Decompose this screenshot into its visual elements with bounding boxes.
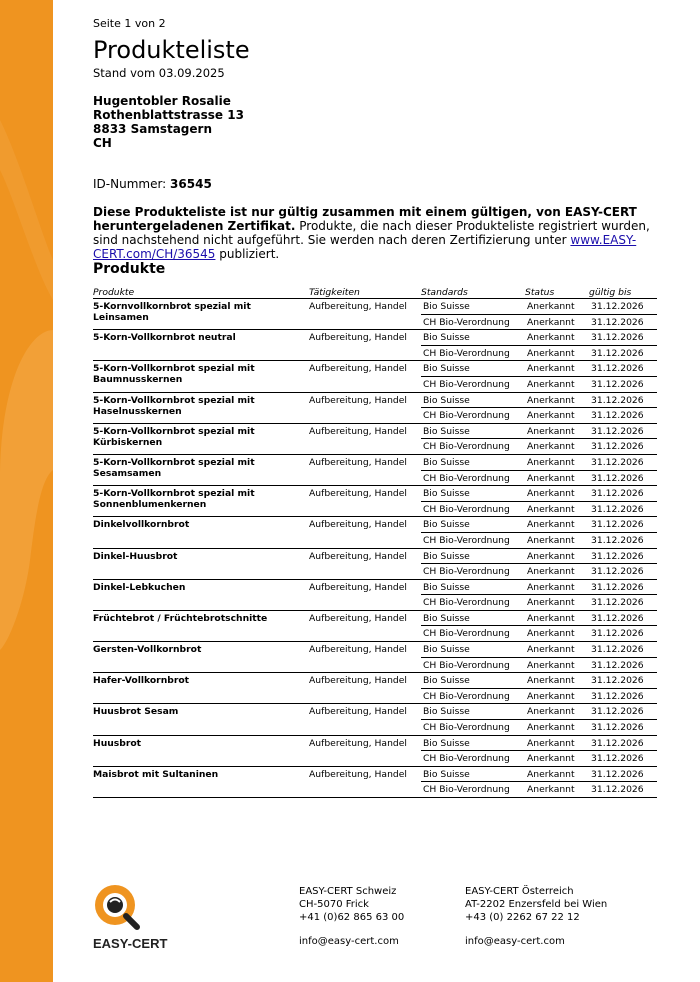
product-valid-until: 31.12.2026 bbox=[589, 642, 657, 658]
product-standard: Bio Suisse bbox=[421, 704, 525, 720]
product-standard: CH Bio-Verordnung bbox=[421, 626, 525, 642]
table-header-row bbox=[93, 286, 657, 299]
product-valid-until: 31.12.2026 bbox=[589, 454, 657, 470]
table-row bbox=[93, 330, 657, 346]
notice-text: Produkte, die nach dieser Produkteliste registriert wurden, sind nachstehend nicht aufgeführt. Sie werden nach deren Zertifizierung unter bbox=[93, 219, 650, 247]
sidebar-decoration bbox=[0, 0, 53, 982]
product-valid-until: 31.12.2026 bbox=[589, 688, 657, 704]
header-valid-until: gültig bis bbox=[589, 286, 657, 299]
product-name: Huusbrot Sesam bbox=[93, 704, 309, 735]
table-row bbox=[93, 579, 657, 595]
product-status: Anerkannt bbox=[525, 610, 589, 626]
product-activity: Aufbereitung, Handel bbox=[309, 517, 421, 548]
product-valid-until: 31.12.2026 bbox=[589, 439, 657, 455]
product-status: Anerkannt bbox=[525, 642, 589, 658]
header-products: Produkte bbox=[93, 286, 309, 299]
at-name: EASY-CERT Österreich bbox=[465, 886, 574, 897]
footer-address-at bbox=[465, 885, 607, 948]
product-activity: Aufbereitung, Handel bbox=[309, 579, 421, 610]
product-standard: Bio Suisse bbox=[421, 392, 525, 408]
address-city: 8833 Samstagern bbox=[93, 122, 212, 136]
product-name: Gersten-Vollkornbrot bbox=[93, 642, 309, 673]
product-standard: Bio Suisse bbox=[421, 299, 525, 315]
product-name: 5-Korn-Vollkornbrot spezial mit Kürbiskernen bbox=[93, 423, 309, 454]
table-row bbox=[93, 486, 657, 502]
product-valid-until: 31.12.2026 bbox=[589, 564, 657, 580]
product-status: Anerkannt bbox=[525, 735, 589, 751]
table-row bbox=[93, 766, 657, 782]
product-activity: Aufbereitung, Handel bbox=[309, 673, 421, 704]
product-standard: Bio Suisse bbox=[421, 766, 525, 782]
product-status: Anerkannt bbox=[525, 766, 589, 782]
product-name: 5-Korn-Vollkornbrot spezial mit Sonnenblumenkernen bbox=[93, 486, 309, 517]
product-name: 5-Korn-Vollkornbrot neutral bbox=[93, 330, 309, 361]
product-activity: Aufbereitung, Handel bbox=[309, 610, 421, 641]
product-valid-until: 31.12.2026 bbox=[589, 486, 657, 502]
product-valid-until: 31.12.2026 bbox=[589, 532, 657, 548]
product-status: Anerkannt bbox=[525, 299, 589, 315]
product-status: Anerkannt bbox=[525, 564, 589, 580]
product-activity: Aufbereitung, Handel bbox=[309, 361, 421, 392]
product-standard: Bio Suisse bbox=[421, 642, 525, 658]
product-activity: Aufbereitung, Handel bbox=[309, 330, 421, 361]
table-row bbox=[93, 548, 657, 564]
product-activity: Aufbereitung, Handel bbox=[309, 299, 421, 330]
product-valid-until: 31.12.2026 bbox=[589, 361, 657, 377]
footer-address-ch bbox=[299, 885, 404, 948]
document-date: Stand vom 03.09.2025 bbox=[93, 66, 225, 80]
product-standard: Bio Suisse bbox=[421, 735, 525, 751]
product-valid-until: 31.12.2026 bbox=[589, 766, 657, 782]
table-row bbox=[93, 454, 657, 470]
product-standard: CH Bio-Verordnung bbox=[421, 470, 525, 486]
ch-city: CH-5070 Frick bbox=[299, 899, 369, 910]
product-status: Anerkannt bbox=[525, 579, 589, 595]
page-title: Produkteliste bbox=[93, 36, 250, 64]
product-standard: CH Bio-Verordnung bbox=[421, 408, 525, 424]
table-row bbox=[93, 392, 657, 408]
products-table-body bbox=[93, 299, 657, 798]
header-status: Status bbox=[525, 286, 589, 299]
product-standard: Bio Suisse bbox=[421, 486, 525, 502]
ch-email[interactable]: info@easy-cert.com bbox=[299, 936, 399, 947]
product-status: Anerkannt bbox=[525, 454, 589, 470]
product-status: Anerkannt bbox=[525, 782, 589, 798]
product-name: Maisbrot mit Sultaninen bbox=[93, 766, 309, 797]
product-valid-until: 31.12.2026 bbox=[589, 423, 657, 439]
product-activity: Aufbereitung, Handel bbox=[309, 735, 421, 766]
ch-phone: +41 (0)62 865 63 00 bbox=[299, 912, 405, 923]
product-valid-until: 31.12.2026 bbox=[589, 610, 657, 626]
product-valid-until: 31.12.2026 bbox=[589, 392, 657, 408]
table-row bbox=[93, 361, 657, 377]
product-standard: Bio Suisse bbox=[421, 579, 525, 595]
table-row bbox=[93, 735, 657, 751]
product-valid-until: 31.12.2026 bbox=[589, 673, 657, 689]
notice-tail: publiziert. bbox=[215, 247, 280, 261]
product-status: Anerkannt bbox=[525, 486, 589, 502]
product-valid-until: 31.12.2026 bbox=[589, 470, 657, 486]
product-status: Anerkannt bbox=[525, 470, 589, 486]
product-status: Anerkannt bbox=[525, 439, 589, 455]
product-status: Anerkannt bbox=[525, 688, 589, 704]
product-status: Anerkannt bbox=[525, 751, 589, 767]
product-standard: CH Bio-Verordnung bbox=[421, 345, 525, 361]
product-standard: CH Bio-Verordnung bbox=[421, 314, 525, 330]
product-name: Dinkel-Lebkuchen bbox=[93, 579, 309, 610]
product-standard: CH Bio-Verordnung bbox=[421, 782, 525, 798]
product-status: Anerkannt bbox=[525, 345, 589, 361]
product-name: Huusbrot bbox=[93, 735, 309, 766]
product-valid-until: 31.12.2026 bbox=[589, 345, 657, 361]
product-status: Anerkannt bbox=[525, 720, 589, 736]
product-name: Dinkelvollkornbrot bbox=[93, 517, 309, 548]
logo-text: EASY-CERT bbox=[93, 936, 168, 951]
product-valid-until: 31.12.2026 bbox=[589, 408, 657, 424]
product-status: Anerkannt bbox=[525, 626, 589, 642]
table-row bbox=[93, 299, 657, 315]
product-status: Anerkannt bbox=[525, 532, 589, 548]
at-email[interactable]: info@easy-cert.com bbox=[465, 936, 565, 947]
product-status: Anerkannt bbox=[525, 408, 589, 424]
address-street: Rothenblattstrasse 13 bbox=[93, 108, 244, 122]
product-standard: Bio Suisse bbox=[421, 454, 525, 470]
product-name: Dinkel-Huusbrot bbox=[93, 548, 309, 579]
product-name: 5-Korn-Vollkornbrot spezial mit Haselnusskernen bbox=[93, 392, 309, 423]
ch-name: EASY-CERT Schweiz bbox=[299, 886, 397, 897]
product-status: Anerkannt bbox=[525, 595, 589, 611]
product-status: Anerkannt bbox=[525, 314, 589, 330]
product-activity: Aufbereitung, Handel bbox=[309, 392, 421, 423]
product-status: Anerkannt bbox=[525, 423, 589, 439]
product-standard: CH Bio-Verordnung bbox=[421, 532, 525, 548]
page-number: Seite 1 von 2 bbox=[93, 17, 166, 30]
certificate-link[interactable]: www.EASY-CERT.com/CH/36545 bbox=[93, 233, 637, 261]
table-row bbox=[93, 642, 657, 658]
orange-sidebar bbox=[0, 0, 53, 982]
product-status: Anerkannt bbox=[525, 548, 589, 564]
product-standard: Bio Suisse bbox=[421, 548, 525, 564]
recipient-address bbox=[93, 94, 244, 150]
product-standard: CH Bio-Verordnung bbox=[421, 688, 525, 704]
product-valid-until: 31.12.2026 bbox=[589, 595, 657, 611]
product-valid-until: 31.12.2026 bbox=[589, 657, 657, 673]
address-country: CH bbox=[93, 136, 112, 150]
product-standard: CH Bio-Verordnung bbox=[421, 595, 525, 611]
address-name: Hugentobler Rosalie bbox=[93, 94, 231, 108]
product-valid-until: 31.12.2026 bbox=[589, 517, 657, 533]
table-row bbox=[93, 704, 657, 720]
product-status: Anerkannt bbox=[525, 517, 589, 533]
product-activity: Aufbereitung, Handel bbox=[309, 642, 421, 673]
id-number bbox=[93, 177, 212, 191]
product-status: Anerkannt bbox=[525, 673, 589, 689]
product-standard: Bio Suisse bbox=[421, 361, 525, 377]
product-valid-until: 31.12.2026 bbox=[589, 501, 657, 517]
product-activity: Aufbereitung, Handel bbox=[309, 486, 421, 517]
product-standard: CH Bio-Verordnung bbox=[421, 564, 525, 580]
product-activity: Aufbereitung, Handel bbox=[309, 766, 421, 797]
product-status: Anerkannt bbox=[525, 704, 589, 720]
product-valid-until: 31.12.2026 bbox=[589, 314, 657, 330]
product-standard: Bio Suisse bbox=[421, 673, 525, 689]
easy-cert-logo bbox=[93, 883, 173, 951]
product-status: Anerkannt bbox=[525, 330, 589, 346]
table-row bbox=[93, 517, 657, 533]
id-label: ID-Nummer: bbox=[93, 177, 171, 191]
at-phone: +43 (0) 2262 67 22 12 bbox=[465, 912, 580, 923]
products-table bbox=[93, 286, 657, 798]
product-standard: Bio Suisse bbox=[421, 423, 525, 439]
product-name: Früchtebrot / Früchtebrotschnitte bbox=[93, 610, 309, 641]
table-row bbox=[93, 673, 657, 689]
product-standard: CH Bio-Verordnung bbox=[421, 439, 525, 455]
header-activities: Tätigkeiten bbox=[309, 286, 421, 299]
product-valid-until: 31.12.2026 bbox=[589, 782, 657, 798]
product-valid-until: 31.12.2026 bbox=[589, 720, 657, 736]
validity-notice bbox=[93, 205, 661, 261]
product-standard: CH Bio-Verordnung bbox=[421, 751, 525, 767]
magnifier-logo-icon bbox=[93, 883, 145, 933]
product-valid-until: 31.12.2026 bbox=[589, 751, 657, 767]
product-activity: Aufbereitung, Handel bbox=[309, 454, 421, 485]
product-valid-until: 31.12.2026 bbox=[589, 704, 657, 720]
product-status: Anerkannt bbox=[525, 361, 589, 377]
product-name: 5-Kornvollkornbrot spezial mit Leinsamen bbox=[93, 299, 309, 330]
product-name: 5-Korn-Vollkornbrot spezial mit Baumnusskernen bbox=[93, 361, 309, 392]
product-standard: CH Bio-Verordnung bbox=[421, 720, 525, 736]
section-title: Produkte bbox=[93, 261, 166, 277]
product-status: Anerkannt bbox=[525, 392, 589, 408]
product-status: Anerkannt bbox=[525, 501, 589, 517]
product-activity: Aufbereitung, Handel bbox=[309, 548, 421, 579]
product-valid-until: 31.12.2026 bbox=[589, 735, 657, 751]
header-standards: Standards bbox=[421, 286, 525, 299]
product-valid-until: 31.12.2026 bbox=[589, 299, 657, 315]
product-status: Anerkannt bbox=[525, 657, 589, 673]
product-standard: Bio Suisse bbox=[421, 610, 525, 626]
product-valid-until: 31.12.2026 bbox=[589, 330, 657, 346]
at-city: AT-2202 Enzersfeld bei Wien bbox=[465, 899, 608, 910]
product-name: 5-Korn-Vollkornbrot spezial mit Sesamsamen bbox=[93, 454, 309, 485]
product-activity: Aufbereitung, Handel bbox=[309, 704, 421, 735]
product-valid-until: 31.12.2026 bbox=[589, 548, 657, 564]
product-status: Anerkannt bbox=[525, 376, 589, 392]
table-row bbox=[93, 423, 657, 439]
product-valid-until: 31.12.2026 bbox=[589, 626, 657, 642]
product-name: Hafer-Vollkornbrot bbox=[93, 673, 309, 704]
product-standard: CH Bio-Verordnung bbox=[421, 657, 525, 673]
product-standard: CH Bio-Verordnung bbox=[421, 501, 525, 517]
product-valid-until: 31.12.2026 bbox=[589, 579, 657, 595]
product-standard: Bio Suisse bbox=[421, 517, 525, 533]
product-standard: CH Bio-Verordnung bbox=[421, 376, 525, 392]
product-standard: Bio Suisse bbox=[421, 330, 525, 346]
product-activity: Aufbereitung, Handel bbox=[309, 423, 421, 454]
id-value: 36545 bbox=[170, 177, 212, 191]
product-valid-until: 31.12.2026 bbox=[589, 376, 657, 392]
table-row bbox=[93, 610, 657, 626]
notice-bold: Diese Produkteliste ist nur gültig zusammen mit einem gültigen, von EASY-CERT heruntergeladenen Zertifikat. bbox=[93, 205, 637, 233]
